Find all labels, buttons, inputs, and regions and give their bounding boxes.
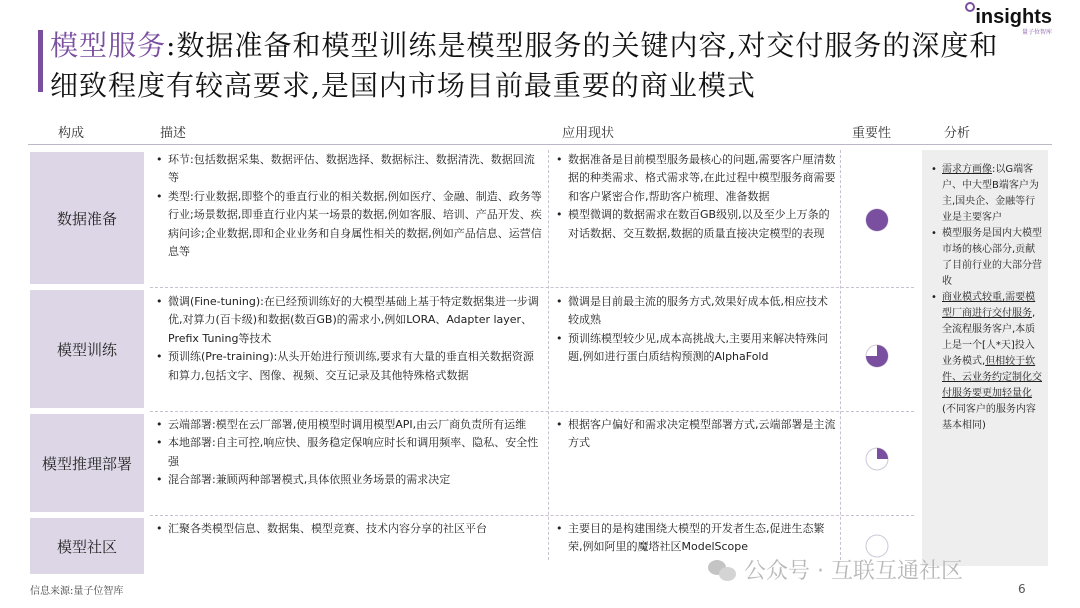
list-item: • 预训练(Pre-training):从头开始进行预训练,要求有大量的垂直相关数据资源和算力,包括文字、图像、视频、交互记录及其他特殊格式数据: [154, 348, 542, 385]
header-description: 描述: [160, 126, 187, 141]
importance-pie-deployment: [864, 446, 890, 472]
list-item: • 模型微调的数据需求在数百GB级别,以及至少上万条的对话数据、交互数据,数据的质量直接决定模型的表现: [554, 206, 836, 243]
list-item: • 汇聚各类模型信息、数据集、模型竞赛、技术内容分享的社区平台: [154, 520, 542, 538]
list-item: • 环节:包括数据采集、数据评估、数据选择、数据标注、数据清洗、数据回流等: [154, 151, 542, 188]
analysis-point: [930, 290, 1042, 434]
title-highlight: 模型服务: [50, 29, 167, 62]
logo-dot-icon: [965, 2, 975, 12]
wechat-icon: [708, 558, 738, 582]
analysis-emphasis: 但相较于软件、云业务约定制化交付服务要更加轻量化: [942, 356, 1042, 399]
header-importance: 重要性: [852, 126, 892, 141]
list-item: • 微调是目前最主流的服务方式,效果好成本低,相应技术较成熟: [554, 293, 836, 330]
status-deployment: [554, 416, 836, 453]
row-divider: [150, 287, 914, 288]
brand-logo: [975, 6, 1052, 36]
list-item: • 数据准备是目前模型服务最核心的问题,需要客户厘清数据的种类需求、格式需求等,在此过程中模型服务商需要和客户紧密合作,帮助客户梳理、准备数据: [554, 151, 836, 206]
source-note: 信息来源:量子位智库: [30, 586, 124, 597]
list-item: • 类型:行业数据,即整个的垂直行业的相关数据,例如医疗、金融、制造、政务等行业;场景数据,即垂直行业内某一场景的数据,例如客服、培训、产品开发、疾病问诊;企业数据,即和企业业务和自身属性相关的数据,例如产品信息、运营信息等: [154, 188, 542, 262]
description-data-prep: [154, 151, 542, 261]
status-training: [554, 293, 836, 367]
list-item: • 混合部署:兼顾两种部署模式,具体依照业务场景的需求决定: [154, 471, 542, 489]
list-item: • 云端部署:模型在云厂部署,使用模型时调用模型API,由云厂商负责所有运维: [154, 416, 542, 434]
description-community: [154, 520, 542, 538]
row-label-data-prep: 数据准备: [30, 152, 144, 284]
page-number: 6: [1018, 582, 1026, 596]
description-deployment: [154, 416, 542, 490]
row-divider: [150, 411, 914, 412]
row-label-training: 模型训练: [30, 290, 144, 408]
analysis-emphasis: 需求方画像: [942, 164, 992, 175]
header-status: 应用现状: [562, 126, 615, 141]
title-accent-bar: [38, 30, 43, 92]
page-title: [50, 26, 1000, 106]
header-analysis: 分析: [944, 126, 971, 141]
column-divider-status: [548, 150, 549, 560]
list-item: • 主要目的是构建围绕大模型的开发者生态,促进生态繁荣,例如阿里的魔塔社区ModelScope: [554, 520, 836, 557]
pie-fill: [877, 448, 888, 459]
analysis-panel: [922, 150, 1048, 566]
description-training: [154, 293, 542, 385]
pie-fill: [866, 209, 888, 231]
header-divider: [28, 144, 1052, 145]
analysis-text: ,全流程服务客户,本质上是一个[人*天]投入业务模式,: [942, 308, 1036, 367]
watermark-text: 公众号 · 互联互通社区: [744, 559, 963, 584]
analysis-point: [930, 162, 1042, 226]
status-community: [554, 520, 836, 557]
analysis-emphasis: 商业模式较重,需要模型厂商进行交付服务: [942, 292, 1036, 319]
analysis-text: :以G端客户、中大型B端客户为主,国央企、金融等行业是主要客户: [942, 164, 1039, 223]
header-composition: 构成: [58, 126, 85, 141]
analysis-point: • 模型服务是国内大模型市场的核心部分,贡献了目前行业的大部分营收: [930, 226, 1042, 290]
row-divider: [150, 515, 914, 516]
watermark: [708, 554, 963, 585]
list-item: • 本地部署:自主可控,响应快、服务稳定保响应时长和调用频率、隐私、安全性强: [154, 434, 542, 471]
title-text: :数据准备和模型训练是模型服务的关键内容,对交付服务的深度和细致程度有较高要求,是国内市场目前最重要的商业模式: [50, 29, 999, 102]
logo-wordmark: [975, 6, 1052, 29]
list-item: • 微调(Fine-tuning):在已经预训练好的大模型基础上基于特定数据集进一步调优,对算力(百卡级)和数据(数百GB)的需求小,例如LORA、Adapter layer、Prefix Tuning等技术: [154, 293, 542, 348]
column-divider-importance: [840, 150, 841, 560]
status-data-prep: [554, 151, 836, 243]
importance-pie-data-prep: [864, 207, 890, 233]
logo-subtitle: 量子位智库: [1021, 29, 1052, 36]
row-label-deployment: 模型推理部署: [30, 414, 144, 512]
importance-pie-training: [864, 343, 890, 369]
list-item: • 预训练模型较少见,成本高挑战大,主要用来解决特殊问题,例如进行蛋白质结构预测的AlphaFold: [554, 330, 836, 367]
logo-word-text: insights: [975, 6, 1052, 28]
list-item: • 根据客户偏好和需求决定模型部署方式,云端部署是主流方式: [554, 416, 836, 453]
row-label-community: 模型社区: [30, 518, 144, 574]
analysis-text: (不同客户的服务内容基本相同): [942, 404, 1036, 431]
